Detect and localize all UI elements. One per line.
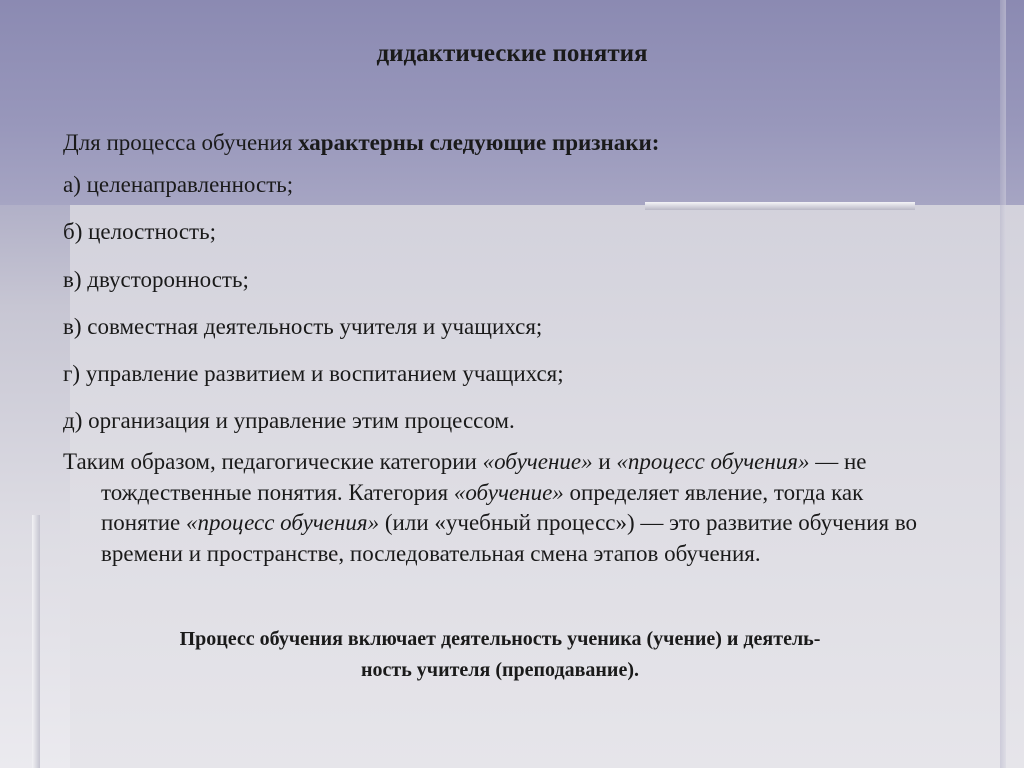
bevel-decoration-right [1000, 0, 1006, 768]
list-item: б) целостность; [63, 219, 216, 245]
list-item: в) двусторонность; [63, 266, 249, 292]
list-item: а) целенаправленность; [63, 172, 294, 197]
term-process-obucheniya: «процесс обучения» [616, 449, 810, 474]
para-text-5: (или «учебный процесс») — это развитие обучения во времени и пространстве, последовательная смена этапов обучения. [101, 510, 918, 566]
para-text-1: Таким образом, педагогические категории [63, 449, 483, 474]
conclusion-line-2: ность учителя (преподавание). [361, 659, 639, 681]
list-item: в) совместная деятельность учителя и учащихся; [63, 313, 543, 339]
term-process-obucheniya-2: «процесс обучения» [186, 510, 380, 535]
list-item: д) организация и управление этим процессом. [63, 408, 515, 434]
intro-bold: характерны следующие признаки: [298, 130, 660, 155]
term-obuchenie: «обучение» [482, 449, 593, 474]
features-list [63, 170, 564, 454]
para-text-3: — не тождественные понятия. Категория [101, 449, 867, 505]
conclusion [70, 624, 930, 686]
conclusion-line-1: Процесс обучения включает деятельность ученика (учение) и деятель- [179, 628, 821, 650]
bevel-decoration-vertical [32, 515, 40, 768]
slide-title: дидактические понятия [376, 40, 648, 67]
bevel-decoration-horizontal [645, 202, 915, 210]
intro-plain: Для процесса обучения [63, 130, 299, 155]
intro-line [63, 130, 659, 156]
term-obuchenie-2: «обучение» [453, 479, 564, 505]
summary-paragraph [63, 447, 931, 569]
para-text-4: определяет явление, тогда как понятие [101, 479, 864, 535]
list-item: г) управление развитием и воспитанием учащихся; [63, 361, 564, 387]
para-text-2: и [592, 449, 617, 474]
